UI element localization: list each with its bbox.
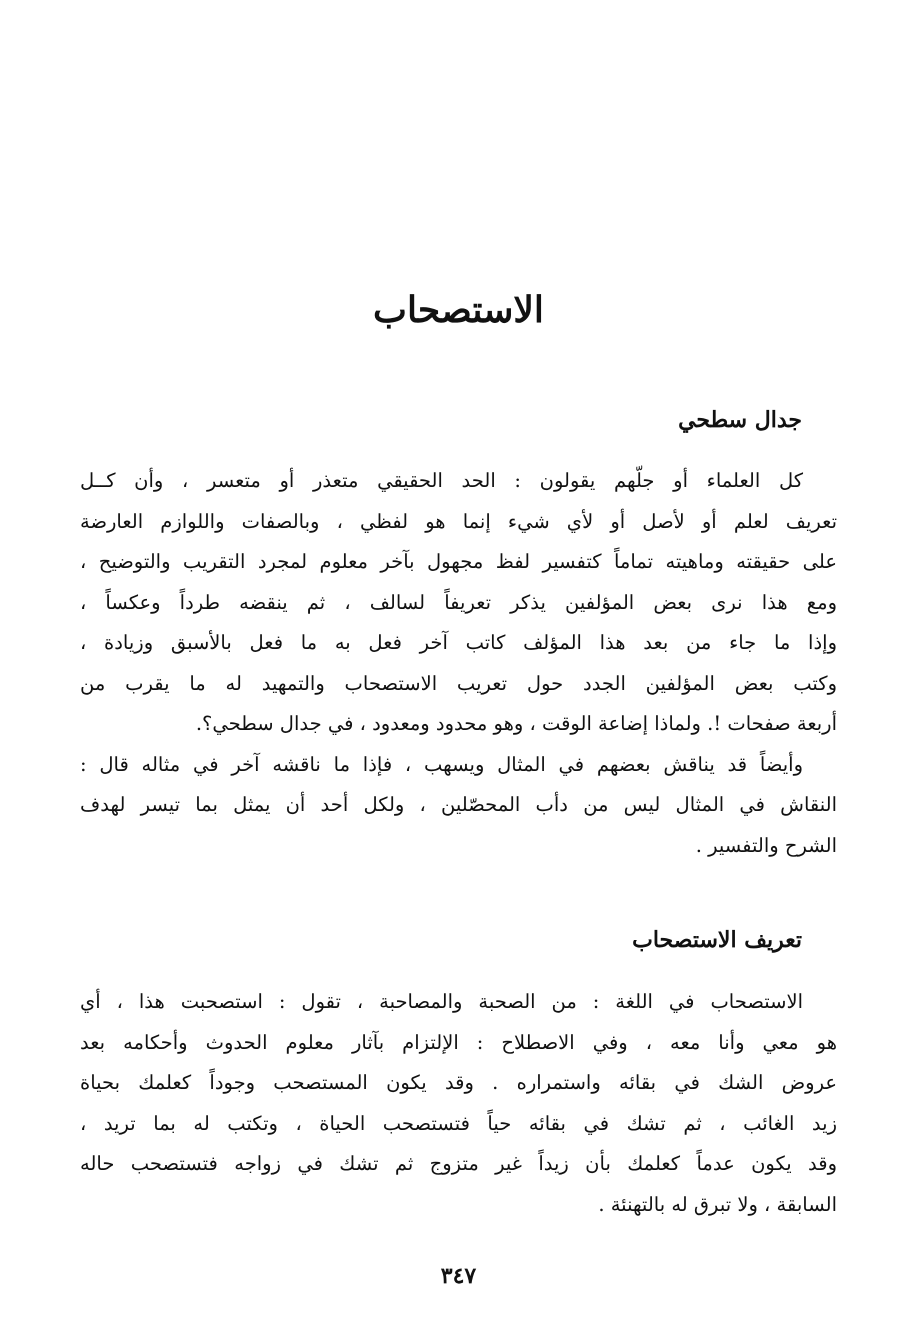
paragraph-line: وإذا ما جاء من بعد هذا المؤلف كاتب آخر فعل به ما فعل بالأسبق وزيادة ، — [80, 631, 837, 654]
section-body-superficial-debate — [80, 461, 837, 866]
paragraph-line: وكتب بعض المؤلفين الجدد حول تعريب الاستصحاب والتمهيد له ما يقرب من — [80, 671, 837, 695]
paragraph-line: السابقة ، ولا تبرق له بالتهنئة . — [598, 1192, 837, 1216]
paragraph-line: كل العلماء أو جلّهم يقولون : الحد الحقيقي متعذر أو متعسر ، وأن كــل — [80, 469, 803, 492]
section-body-istishab-definition — [80, 982, 837, 1225]
paragraph-line: النقاش في المثال ليس من دأب المحصّلين ، ولكل أحد أن يمثل بما تيسر لهدف — [80, 793, 837, 816]
paragraph-line: على حقيقته وماهيته تماماً كتفسير لفظ مجهول بآخر معلوم لمجرد التقريب والتوضيح ، — [80, 550, 837, 573]
paragraph-line: ومع هذا نرى بعض المؤلفين يذكر تعريفاً لسالف ، ثم ينقضه طرداً وعكساً ، — [80, 590, 837, 614]
page-number: ٣٤٧ — [440, 1263, 477, 1289]
section-heading-superficial-debate: جدال سطحي — [678, 407, 802, 433]
paragraph-line: الشرح والتفسير . — [695, 833, 837, 857]
paragraph-line: تعريف لعلم أو لأصل أو لأي شيء إنما هو لفظي ، وبالصفات واللوازم العارضة — [80, 509, 837, 533]
section-heading-istishab-definition: تعريف الاستصحاب — [632, 927, 802, 953]
paragraph-line: هو معي وأنا معه ، وفي الاصطلاح : الإلتزام بآثار معلوم الحدوث وأحكامه بعد — [80, 1030, 837, 1054]
paragraph-line: أربعة صفحات !. ولماذا إضاعة الوقت ، وهو محدود ومعدود ، في جدال سطحي؟. — [195, 712, 837, 735]
paragraph-line: وأيضاً قد يناقش بعضهم في المثال ويسهب ، فإذا ما ناقشه آخر في مثاله قال : — [80, 752, 803, 776]
paragraph-line: وقد يكون عدماً كعلمك بأن زيداً غير متزوج ثم تشك في زواجه فتستصحب حاله — [80, 1152, 837, 1175]
paragraph-line: عروض الشك في بقائه واستمراره . وقد يكون المستصحب وجوداً كعلمك بحياة — [80, 1071, 837, 1094]
paragraph-line: زيد الغائب ، ثم تشك في بقائه حياً فتستصحب الحياة ، وتكتب له بما تريد ، — [80, 1111, 837, 1135]
paragraph-line: الاستصحاب في اللغة : من الصحبة والمصاحبة ، تقول : استصحبت هذا ، أي — [80, 990, 803, 1013]
chapter-title: الاستصحاب — [373, 289, 544, 331]
